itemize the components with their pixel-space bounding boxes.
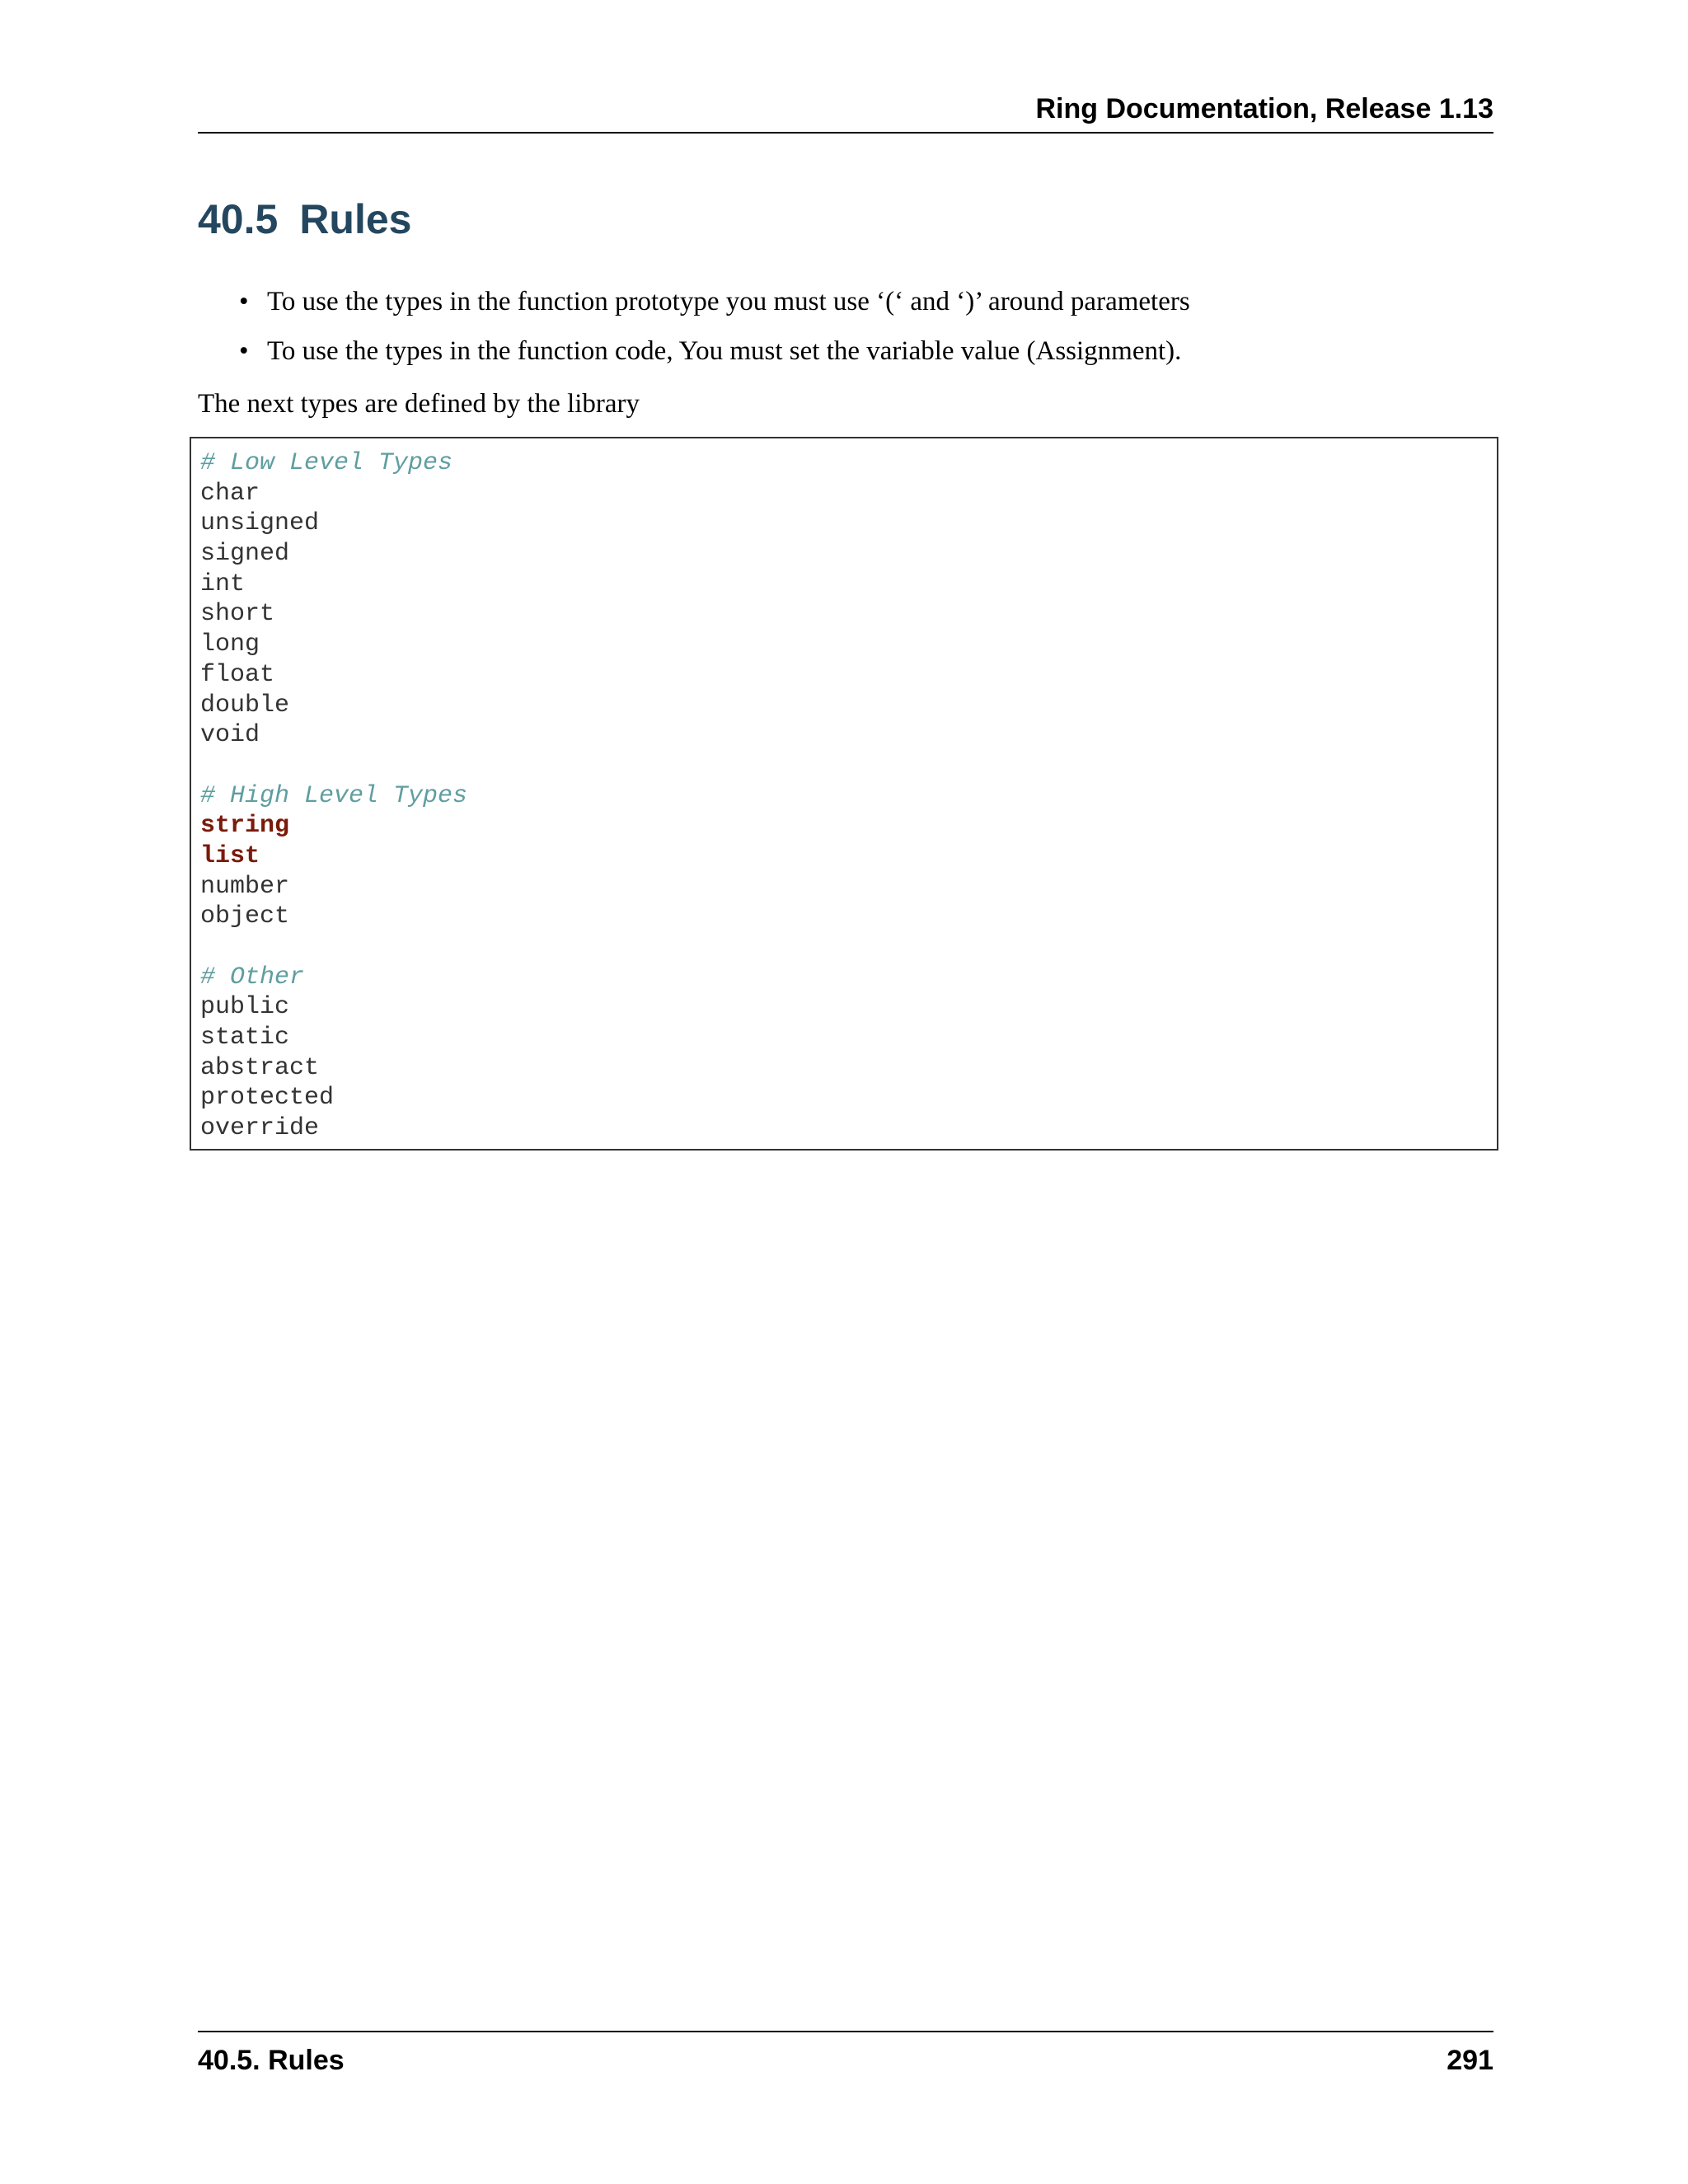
- code-line: public: [200, 993, 290, 1022]
- code-line: number: [200, 872, 290, 901]
- code-line: override: [200, 1114, 320, 1143]
- document-title: Ring Documentation, Release 1.13: [1035, 93, 1493, 124]
- code-line: static: [200, 1024, 290, 1052]
- footer-section-title: 40.5. Rules: [198, 2045, 345, 2076]
- code-line: void: [200, 721, 260, 750]
- section-title: Rules: [299, 196, 412, 242]
- code-line: short: [200, 600, 275, 629]
- code-line: protected: [200, 1084, 335, 1113]
- code-line: # Other: [200, 963, 305, 991]
- rule-item-code: [198, 333, 1493, 369]
- code-line: abstract: [200, 1053, 320, 1082]
- code-line: unsigned: [200, 509, 320, 538]
- code-line: double: [200, 691, 290, 719]
- code-line: list: [200, 841, 260, 870]
- section-number: 40.5: [198, 196, 279, 242]
- page-number: 291: [1447, 2045, 1493, 2076]
- code-line: string: [200, 812, 290, 841]
- code-line: char: [200, 479, 260, 508]
- page-footer: [198, 2031, 1493, 2082]
- code-line: [200, 932, 1497, 963]
- rule-item-prototype: [198, 284, 1493, 320]
- bullet-icon: •: [239, 336, 249, 366]
- rules-list: [198, 284, 1493, 382]
- bullet-icon: •: [239, 287, 249, 316]
- code-line: int: [200, 569, 246, 598]
- code-line: long: [200, 630, 260, 659]
- code-line: # Low Level Types: [200, 449, 453, 477]
- code-line: signed: [200, 540, 290, 569]
- code-line: [200, 751, 1497, 781]
- rule-text: To use the types in the function code, You must set the variable value (Assignment).: [267, 336, 1182, 366]
- rule-text: To use the types in the function prototype you must use ‘(‘ and ‘)’ around parameters: [267, 287, 1190, 316]
- page-header: [198, 89, 1493, 134]
- code-line: # High Level Types: [200, 781, 468, 810]
- intro-paragraph: The next types are defined by the library: [198, 389, 640, 419]
- code-line: float: [200, 660, 275, 689]
- code-block: [190, 437, 1498, 1151]
- section-heading: [198, 194, 412, 244]
- code-line: object: [200, 902, 290, 931]
